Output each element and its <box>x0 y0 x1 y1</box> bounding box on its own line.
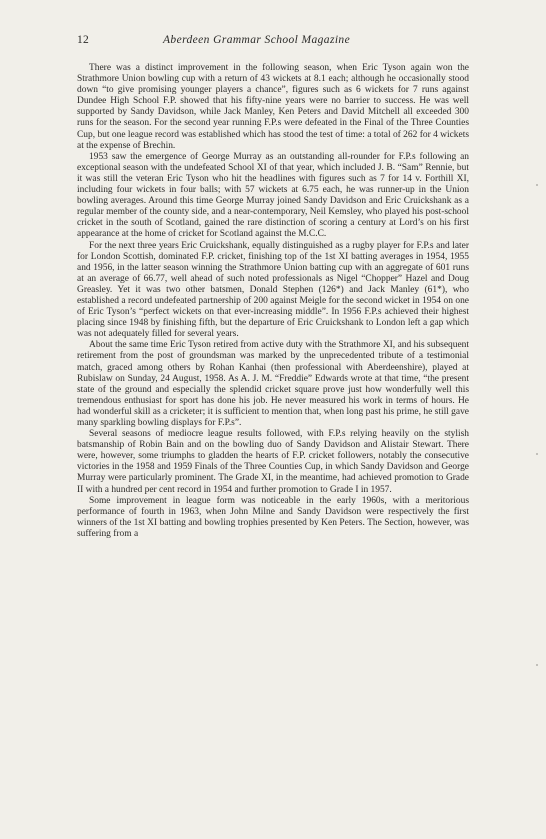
paragraph: For the next three years Eric Cruickshank, equally distinguished as a rugby player for F.P.s and later for London Scottish, dominated F.P. cricket, finishing top of the 1st XI batting averages in 1954, 1955 and 1956, in the latter season winning the Strathmore Union batting cup with an aggregate of 601 runs at an average of 66.77, well ahead of such noted professionals as Nigel “Chopper” Hazel and Doug Greasley. Yet it was two other batsmen, Donald Stephen (126*) and Jack Manley (61*), who established a record undefeated partnership of 200 against Meigle for the second wicket in 1954 on one of Eric Tyson’s “perfect wickets on that ever-increasing middle”. In 1956 F.P.s achieved their highest placing since 1948 by finishing fifth, but the departure of Eric Cruickshank to London left a gap which was not adequately filled for several years. <box>77 240 469 340</box>
page-header <box>77 34 469 50</box>
paragraph: About the same time Eric Tyson retired from active duty with the Strathmore XI, and his subsequent retirement from the post of groundsman was marked by the unprecedented tribute of a testimonial match, graced among others by Rohan Kanhai (then professional with Aberdeenshire), played at Rubislaw on Sunday, 24 August, 1958. As A. J. M. “Freddie” Edwards wrote at that time, “the present state of the ground and especially the splendid cricket square prove just how wonderfully well this tremendous enthusiast for sport has done his job. He never measured his work in terms of hours. He had wonderful skill as a cricketer; it is sufficient to mention that, when long past his prime, he still gave many sparkling bowling displays for F.P.s”. <box>77 340 469 428</box>
paper-speck <box>536 184 538 186</box>
paragraph: Several seasons of mediocre league results followed, with F.P.s relying heavily on the stylish batsmanship of Robin Bain and on the bowling duo of Sandy Davidson and Alistair Stewart. There were, however, some triumphs to gladden the hearts of F.P. cricket followers, notably the consecutive victories in the 1958 and 1959 Finals of the Three Counties Cup, in which Sandy Davidson and George Murray were particularly prominent. The Grade XI, in the meantime, had achieved promotion to Grade II with a hundred per cent record in 1954 and further promotion to Grade I in 1957. <box>77 429 469 495</box>
running-title: Aberdeen Grammar School Magazine <box>163 34 351 46</box>
paper-speck <box>536 664 538 666</box>
paper-speck <box>536 453 538 455</box>
page-number: 12 <box>77 34 89 46</box>
paragraph: There was a distinct improvement in the following season, when Eric Tyson again won the Strathmore Union bowling cup with a return of 43 wickets at 8.1 each; although he occasionally stood down “to give promising younger players a chance”, figures such as 6 wickets for 7 runs against Dundee High School F.P. showed that his fifty-nine years were no barrier to success. He was well supported by Sandy Davidson, while Jack Manley, Ken Peters and David Mitchell all exceeded 300 runs for the season. For the second year running F.P.s were defeated in the Final of the Three Counties Cup, but one league record was established which has stood the test of time: a total of 262 for 4 wickets at the expense of Brechin. <box>77 63 469 151</box>
paragraph: 1953 saw the emergence of George Murray as an outstanding all-rounder for F.P.s following an exceptional season with the undefeated School XI of that year, which included J. B. “Sam” Rennie, but it was still the veteran Eric Tyson who hit the headlines with figures such as 7 for 14 v. Forthill XI, including four wickets in four balls; with 57 wickets at 6.75 each, he was runner-up in the Union bowling averages. Around this time George Murray joined Sandy Davidson and Eric Cruickshank as a regular member of the county side, and a near-contemporary, Neil Kemsley, who played his post-school cricket in the south of Scotland, gained the rare distinction of scoring a century at Lord’s on his first appearance at the home of cricket for Scotland against the M.C.C. <box>77 151 469 240</box>
article-body <box>77 63 469 540</box>
paragraph: Some improvement in league form was noticeable in the early 1960s, with a meritorious performance of fourth in 1963, when John Milne and Sandy Davidson were respectively the first winners of the 1st XI batting and bowling trophies presented by Ken Peters. The Section, however, was suffering from a <box>77 495 469 539</box>
